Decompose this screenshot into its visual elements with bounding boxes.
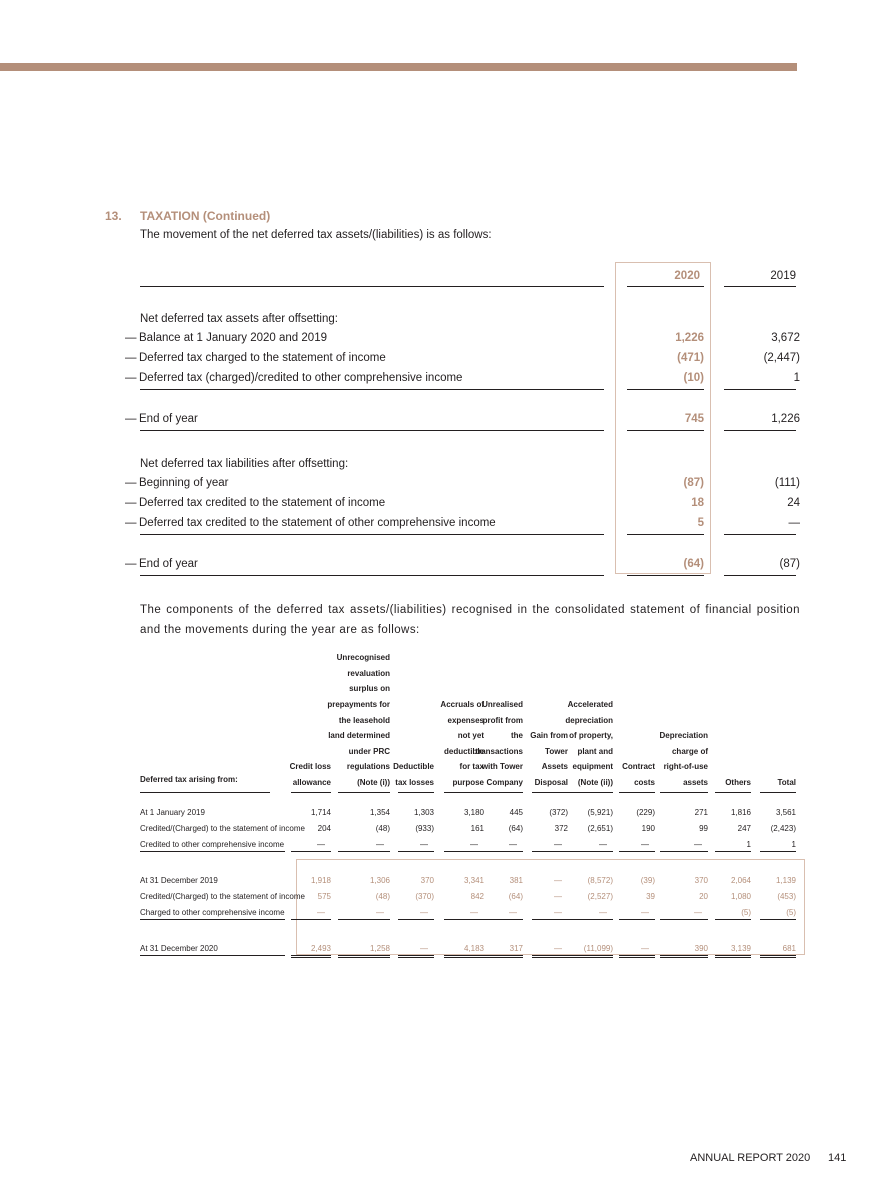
components-cell: — [554, 876, 562, 885]
components-cell: 390 [694, 944, 708, 953]
components-row-label: At 1 January 2019 [140, 808, 205, 817]
components-subtotal-rule [565, 919, 613, 920]
column-header-line: land determined [328, 731, 390, 741]
components-subtotal-rule [444, 955, 484, 956]
column-header-line: the leasehold [338, 715, 390, 725]
components-cell: — [509, 840, 517, 849]
components-row-label: Charged to other comprehensive income [140, 908, 285, 917]
components-cell: 39 [646, 892, 655, 901]
components-cell: — [420, 840, 428, 849]
components-cell: (48) [375, 892, 390, 901]
components-row-label: At 31 December 2020 [140, 944, 218, 953]
header-underline [483, 792, 523, 793]
assets-row-rule-2020 [627, 389, 704, 390]
components-cell: 1,258 [369, 944, 390, 953]
liab-row-label [125, 497, 385, 509]
components-cell: — [554, 840, 562, 849]
footer-page-number: 141 [828, 1152, 847, 1164]
components-cell: — [376, 908, 384, 917]
components-total-double-rule [660, 957, 708, 958]
assets-row-text: Deferred tax charged to the statement of income [139, 352, 386, 364]
liab-row-rule [140, 534, 604, 535]
column-header-line: Others [725, 778, 751, 787]
column-header-line: prepayments for [327, 700, 390, 709]
components-cell: — [317, 908, 325, 917]
components-total-double-rule [619, 957, 655, 958]
liab-end-row-label [125, 558, 198, 570]
components-subtotal-rule [483, 919, 523, 920]
column-header-line: equipment [572, 762, 613, 772]
assets-row-text: Deferred tax (charged)/credited to other comprehensive income [139, 372, 463, 384]
assets-row-2019: 3,672 [771, 332, 800, 344]
components-row-header: Deferred tax arising from: [140, 775, 238, 784]
components-subtotal-rule [565, 851, 613, 852]
column-header-line: Gain from [530, 731, 568, 741]
assets-end-row-rule [140, 430, 604, 431]
components-cell: (2,527) [587, 892, 613, 901]
components-cell: 1,139 [775, 876, 796, 885]
components-total-double-rule [398, 957, 434, 958]
components-cell: 370 [420, 876, 434, 885]
assets-row-2020: (10) [683, 372, 704, 384]
components-cell: (5,921) [587, 808, 613, 817]
components-cell: — [554, 908, 562, 917]
dash-bullet: — [125, 477, 137, 489]
components-cell: — [641, 840, 649, 849]
liab-row-2020: (87) [683, 477, 704, 489]
components-cell: 190 [641, 824, 655, 833]
components-subtotal-rule [619, 851, 655, 852]
components-cell: 370 [694, 876, 708, 885]
dash-bullet: — [125, 517, 137, 529]
header-underline [398, 792, 434, 793]
column-header-line: Accelerated [567, 700, 613, 709]
assets-end-row-2020: 745 [684, 413, 704, 425]
components-subtotal-rule [338, 851, 390, 852]
assets-end-row-2019: 1,226 [771, 413, 800, 425]
column-header-line: Total [777, 778, 796, 787]
components-cell: 2,493 [310, 944, 331, 953]
year-2020-header: 2020 [674, 270, 700, 282]
components-cell: 4,183 [463, 944, 484, 953]
components-cell: 3,341 [463, 876, 484, 885]
header-underline [565, 792, 613, 793]
components-cell: — [599, 908, 607, 917]
column-header-line: allowance [292, 778, 331, 787]
header-underline [532, 792, 568, 793]
components-cell: 381 [509, 876, 523, 885]
components-total-double-rule [532, 957, 568, 958]
components-cell: — [694, 908, 702, 917]
column-header-line: Unrecognised [336, 653, 390, 663]
liab-row-text: Beginning of year [139, 477, 229, 489]
components-cell: — [420, 908, 428, 917]
components-cell: — [641, 908, 649, 917]
components-cell: 1,918 [310, 876, 331, 885]
column-header-line: profit from [482, 715, 523, 725]
column-header-line: Contract [622, 762, 655, 772]
components-cell: 1 [791, 840, 796, 849]
components-cell: — [317, 840, 325, 849]
components-subtotal-rule [619, 919, 655, 920]
components-cell: (2,423) [770, 824, 796, 833]
header-underline [444, 792, 484, 793]
liab-row-text: Deferred tax credited to the statement of other comprehensive income [139, 517, 496, 529]
components-total-double-rule [444, 957, 484, 958]
column-header-line: assets [683, 778, 708, 787]
assets-row-2019: (2,447) [763, 352, 800, 364]
components-cell: 317 [509, 944, 523, 953]
column-header-line: charge of [671, 746, 708, 756]
liab-end-row-rule-2020 [627, 575, 704, 576]
column-header-line: Company [486, 778, 523, 787]
components-cell: (453) [777, 892, 796, 901]
column-header-line: right-of-use [663, 762, 708, 772]
column-header-line: (Note (ii)) [577, 778, 613, 787]
section-intro: The movement of the net deferred tax assets/(liabilities) is as follows: [140, 229, 492, 241]
column-header-line: revaluation [347, 668, 390, 678]
column-header-line: (Note (i)) [357, 778, 390, 787]
liab-row-label [125, 517, 496, 529]
components-cell: — [470, 908, 478, 917]
components-cell: 1,080 [730, 892, 751, 901]
components-cell: (8,572) [587, 876, 613, 885]
components-cell: 3,561 [775, 808, 796, 817]
footer-report-title: ANNUAL REPORT 2020 [690, 1152, 811, 1164]
components-cell: (5) [786, 908, 796, 917]
liabilities-heading: Net deferred tax liabilities after offsetting: [140, 458, 349, 470]
column-header-line: Disposal [534, 778, 568, 787]
column-header-line: with Tower [481, 762, 523, 772]
liab-row-2020: 18 [691, 497, 704, 509]
components-subtotal-rule [338, 955, 390, 956]
components-total-double-rule [291, 957, 331, 958]
components-cell: 3,180 [463, 808, 484, 817]
liab-row-2019: — [788, 517, 800, 529]
components-subtotal-rule [715, 851, 751, 852]
assets-row-2020: 1,226 [675, 332, 704, 344]
liab-end-row-rule [140, 575, 604, 576]
components-subtotal-rule [444, 919, 484, 920]
components-subtotal-rule [715, 955, 751, 956]
column-header-line: plant and [577, 746, 613, 756]
liab-row-2020: 5 [697, 517, 704, 529]
components-cell: — [694, 840, 702, 849]
column-header-line: regulations [346, 762, 390, 772]
components-subtotal-rule [338, 919, 390, 920]
liab-end-row-2019: (87) [779, 558, 800, 570]
assets-row-label [125, 332, 327, 344]
components-subtotal-rule [660, 919, 708, 920]
components-cell: 681 [782, 944, 796, 953]
liab-row-rule-2020 [627, 534, 704, 535]
components-total-double-rule [760, 957, 796, 958]
components-row-label: Credited/(Charged) to the statement of income [140, 892, 305, 901]
components-cell: — [554, 944, 562, 953]
header-underline [660, 792, 708, 793]
components-cell: 575 [317, 892, 331, 901]
column-header-line: expenses [447, 715, 484, 725]
dash-bullet: — [125, 413, 137, 425]
column-header-line: of property, [569, 731, 613, 741]
components-cell: (39) [640, 876, 655, 885]
liab-row-text: Deferred tax credited to the statement of income [139, 497, 386, 509]
year-2019-header: 2019 [770, 270, 796, 282]
components-cell: (64) [508, 824, 523, 833]
components-subtotal-rule [660, 851, 708, 852]
column-header-line: purpose [452, 778, 484, 787]
components-cell: 2,064 [730, 876, 751, 885]
components-cell: 204 [317, 824, 331, 833]
components-cell: — [509, 908, 517, 917]
components-cell: 1,816 [730, 808, 751, 817]
components-cell: 20 [699, 892, 708, 901]
header-rule-2020 [627, 286, 704, 287]
components-cell: (370) [415, 892, 434, 901]
components-cell: 1,306 [369, 876, 390, 885]
components-cell: 99 [699, 824, 708, 833]
components-cell: — [641, 944, 649, 953]
column-header-line: Tower [545, 746, 568, 756]
components-subtotal-rule [565, 955, 613, 956]
assets-heading: Net deferred tax assets after offsetting: [140, 313, 338, 325]
components-cell: (933) [415, 824, 434, 833]
components-row-label: Credited/(Charged) to the statement of income [140, 824, 305, 833]
components-cell: 1,714 [310, 808, 331, 817]
column-header-line: deductible [443, 746, 484, 756]
column-header-line: depreciation [565, 715, 613, 725]
column-header-line: costs [634, 778, 655, 787]
components-cell: 1,303 [413, 808, 434, 817]
liab-end-row-2020: (64) [683, 558, 704, 570]
components-cell: (5) [741, 908, 751, 917]
components-subtotal-rule [398, 851, 434, 852]
assets-end-row-text: End of year [139, 413, 198, 425]
dash-bullet: — [125, 497, 137, 509]
components-cell: 161 [470, 824, 484, 833]
assets-end-row-rule-2020 [627, 430, 704, 431]
column-header-line: surplus on [349, 684, 390, 694]
column-header-line: Unrealised [482, 700, 523, 709]
header-underline [291, 792, 331, 793]
components-label-rule [140, 851, 285, 852]
components-cell: 1 [746, 840, 751, 849]
components-cell: (48) [375, 824, 390, 833]
components-total-double-rule [565, 957, 613, 958]
components-total-double-rule [338, 957, 390, 958]
dash-bullet: — [125, 372, 137, 384]
components-cell: 271 [694, 808, 708, 817]
components-cell: — [376, 840, 384, 849]
column-header-line: Credit loss [289, 762, 331, 772]
components-cell: (229) [636, 808, 655, 817]
header-rule-2019 [724, 286, 796, 287]
liab-row-2019: (111) [774, 477, 800, 489]
components-label-rule [140, 955, 285, 956]
assets-row-rule-2019 [724, 389, 796, 390]
components-cell: — [599, 840, 607, 849]
assets-row-rule [140, 389, 604, 390]
components-subtotal-rule [715, 919, 751, 920]
components-subtotal-rule [760, 955, 796, 956]
components-subtotal-rule [291, 955, 331, 956]
components-subtotal-rule [398, 955, 434, 956]
components-cell: — [470, 840, 478, 849]
components-cell: (64) [508, 892, 523, 901]
liab-row-label [125, 477, 229, 489]
assets-row-2019: 1 [793, 372, 800, 384]
column-header-line: transactions [475, 746, 523, 756]
components-subtotal-rule [532, 851, 568, 852]
components-cell: 3,139 [730, 944, 751, 953]
liab-row-rule-2019 [724, 534, 796, 535]
components-cell: — [420, 944, 428, 953]
current-year-components-box [296, 859, 805, 955]
dash-bullet: — [125, 352, 137, 364]
column-header-line: for tax [459, 762, 484, 772]
column-header-line: tax losses [395, 778, 434, 787]
header-rule [140, 286, 604, 287]
components-subtotal-rule [291, 851, 331, 852]
components-subtotal-rule [398, 919, 434, 920]
components-cell: 842 [470, 892, 484, 901]
column-header-line: Assets [541, 762, 568, 772]
components-cell: 1,354 [369, 808, 390, 817]
components-subtotal-rule [760, 851, 796, 852]
liab-end-row-text: End of year [139, 558, 198, 570]
header-underline-label [140, 792, 270, 793]
assets-row-label [125, 372, 462, 384]
header-accent-bar [0, 63, 797, 71]
assets-row-2020: (471) [677, 352, 704, 364]
components-cell: (372) [549, 808, 568, 817]
components-cell: 445 [509, 808, 523, 817]
components-subtotal-rule [532, 955, 568, 956]
components-subtotal-rule [483, 955, 523, 956]
column-header-line: the [511, 731, 523, 741]
column-header-line: not yet [457, 731, 484, 741]
assets-row-label [125, 352, 386, 364]
components-subtotal-rule [660, 955, 708, 956]
section-number: 13. [105, 209, 122, 223]
components-subtotal-rule [532, 919, 568, 920]
components-cell: 372 [554, 824, 568, 833]
column-header-line: under PRC [348, 746, 390, 756]
components-cell: (2,651) [587, 824, 613, 833]
assets-row-text: Balance at 1 January 2020 and 2019 [139, 332, 327, 344]
liab-row-2019: 24 [787, 497, 800, 509]
components-cell: (11,099) [583, 944, 613, 953]
components-subtotal-rule [760, 919, 796, 920]
components-subtotal-rule [444, 851, 484, 852]
components-row-label: At 31 December 2019 [140, 876, 218, 885]
dash-bullet: — [125, 558, 137, 570]
column-header-line: Depreciation [659, 731, 708, 741]
column-header-line: Deductible [393, 762, 434, 772]
components-subtotal-rule [291, 919, 331, 920]
assets-end-row-label [125, 413, 198, 425]
liab-end-row-rule-2019 [724, 575, 796, 576]
components-cell: — [554, 892, 562, 901]
components-intro: The components of the deferred tax assets/(liabilities) recognised in the consolidated statement of financial position and the movements during the year are as follows: [140, 604, 800, 636]
components-subtotal-rule [483, 851, 523, 852]
components-total-double-rule [715, 957, 751, 958]
header-underline [715, 792, 751, 793]
header-underline [760, 792, 796, 793]
section-title: TAXATION (Continued) [140, 209, 271, 223]
components-total-double-rule [483, 957, 523, 958]
header-underline [338, 792, 390, 793]
components-cell: 247 [737, 824, 751, 833]
components-subtotal-rule [619, 955, 655, 956]
header-underline [619, 792, 655, 793]
components-row-label: Credited to other comprehensive income [140, 840, 285, 849]
components-label-rule [140, 919, 285, 920]
assets-end-row-rule-2019 [724, 430, 796, 431]
column-header-line: Accruals of [440, 700, 484, 709]
dash-bullet: — [125, 332, 137, 344]
